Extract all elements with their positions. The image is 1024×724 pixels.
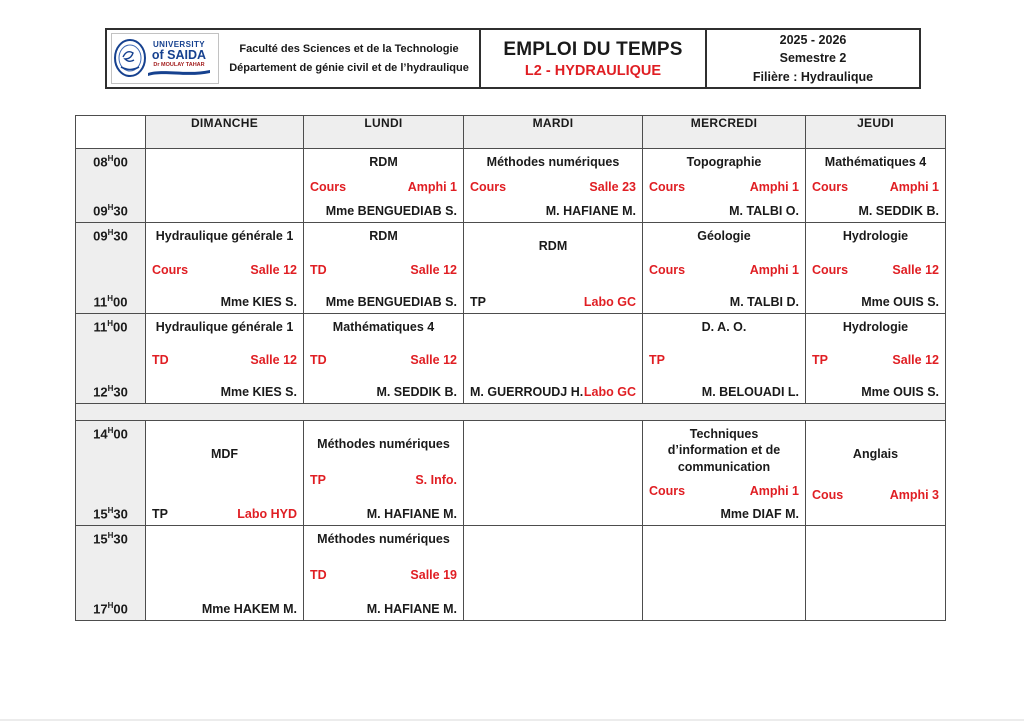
course-teacher: Mme KIES S. bbox=[220, 385, 297, 399]
course-type: Cous bbox=[812, 488, 844, 503]
faculty-name bbox=[219, 40, 479, 77]
year-header-box bbox=[707, 30, 919, 87]
course-type: TD bbox=[310, 353, 327, 368]
day-header-jeudi: JEUDI bbox=[806, 116, 946, 149]
time-start: $09^H30$ bbox=[93, 228, 128, 244]
time-end: $11^H00$ bbox=[93, 293, 128, 309]
course-cell-mercredi-1100 bbox=[643, 314, 806, 404]
course-room: Labo GC bbox=[583, 295, 636, 309]
course-cell-mardi-1400 bbox=[464, 421, 643, 526]
course-teacher: Mme OUIS S. bbox=[861, 385, 939, 399]
course-cell-jeudi-1530 bbox=[806, 526, 946, 621]
course-type: TD bbox=[310, 262, 327, 277]
class-level: L2 - HYDRAULIQUE bbox=[524, 62, 662, 79]
course-cell-jeudi-1400 bbox=[806, 421, 946, 526]
course-teacher: M. TALBI D. bbox=[729, 295, 799, 309]
course-room: Salle 12 bbox=[892, 353, 939, 368]
course-cell-lundi-0930 bbox=[304, 223, 464, 314]
course-cell-mardi-0930 bbox=[464, 223, 643, 314]
course-cell-jeudi-0800 bbox=[806, 149, 946, 223]
course-cell-lundi-1530 bbox=[304, 526, 464, 621]
time-slot-0800-0930 bbox=[76, 149, 146, 223]
document-header bbox=[105, 28, 921, 89]
course-type: TD bbox=[152, 353, 169, 368]
course-type: Cours bbox=[310, 180, 347, 195]
course-title: MDF bbox=[210, 447, 239, 461]
day-header-mercredi: MERCREDI bbox=[643, 116, 806, 149]
course-teacher: M. BELOUADI L. bbox=[701, 385, 799, 399]
faculty-line-2: Département de génie civil et de l’hydraulique bbox=[229, 61, 469, 74]
course-title: Géologie bbox=[697, 229, 751, 243]
document-title: EMPLOI DU TEMPS bbox=[503, 38, 683, 60]
course-teacher: M. GUERROUDJ H. bbox=[470, 385, 584, 399]
timetable-row bbox=[76, 421, 946, 526]
course-teacher: Mme DIAF M. bbox=[720, 507, 799, 521]
course-title: RDM bbox=[538, 239, 568, 253]
time-slot-1530-1700 bbox=[76, 526, 146, 621]
course-title: Méthodes numériques bbox=[317, 437, 450, 451]
course-cell-mercredi-0930 bbox=[643, 223, 806, 314]
time-end: $12^H30$ bbox=[93, 383, 128, 399]
time-end: $09^H30$ bbox=[93, 202, 128, 218]
time-end: $17^H00$ bbox=[93, 600, 128, 616]
lunch-break-band bbox=[76, 404, 946, 421]
course-room: Amphi 1 bbox=[749, 483, 799, 498]
course-type: Cours bbox=[649, 483, 686, 498]
course-cell-mercredi-1530 bbox=[643, 526, 806, 621]
course-room: Amphi 1 bbox=[889, 180, 939, 195]
course-room: Labo HYD bbox=[237, 507, 297, 521]
academic-year: 2025 - 2026 bbox=[779, 33, 847, 48]
course-title: Hydraulique générale 1 bbox=[155, 320, 294, 334]
time-slot-1400-1530 bbox=[76, 421, 146, 526]
course-cell-mardi-1100 bbox=[464, 314, 643, 404]
course-room: Amphi 3 bbox=[889, 488, 939, 503]
course-teacher: M. SEDDIK B. bbox=[376, 385, 457, 399]
course-cell-lundi-1400 bbox=[304, 421, 464, 526]
course-teacher: M. HAFIANE M. bbox=[366, 602, 457, 616]
semester: Semestre 2 bbox=[779, 51, 847, 66]
time-start: $15^H30$ bbox=[93, 531, 128, 547]
course-cell-jeudi-0930 bbox=[806, 223, 946, 314]
course-cell-dimanche-1400 bbox=[146, 421, 304, 526]
course-teacher: M. HAFIANE M. bbox=[366, 507, 457, 521]
day-header-mardi: MARDI bbox=[464, 116, 643, 149]
logo-line-dr-moulay-tahar: Dr MOULAY TAHAR bbox=[153, 61, 205, 68]
course-room: Salle 23 bbox=[589, 180, 636, 195]
course-type: Cours bbox=[152, 262, 189, 277]
course-type: TD bbox=[310, 567, 327, 582]
course-room: Salle 12 bbox=[250, 262, 297, 277]
timetable-row bbox=[76, 314, 946, 404]
course-title: Hydrologie bbox=[842, 320, 909, 334]
course-room: Amphi 1 bbox=[407, 180, 457, 195]
course-cell-dimanche-1530 bbox=[146, 526, 304, 621]
course-type: Cours bbox=[649, 180, 686, 195]
university-seal-icon bbox=[113, 37, 147, 81]
course-title: D. A. O. bbox=[701, 320, 747, 334]
day-header-row bbox=[76, 116, 946, 149]
timetable bbox=[75, 115, 946, 621]
course-room: Amphi 1 bbox=[749, 180, 799, 195]
course-title: RDM bbox=[369, 229, 398, 243]
course-teacher: Mme KIES S. bbox=[220, 295, 297, 309]
logo-swoosh-icon bbox=[148, 68, 210, 76]
course-type: Cours bbox=[812, 262, 849, 277]
course-title: Méthodes numériques bbox=[486, 155, 620, 169]
logo-line-university: UNIVERSITY bbox=[152, 40, 205, 49]
faculty-line-1: Faculté des Sciences et de la Technologie bbox=[239, 42, 459, 55]
course-title: Mathématiques 4 bbox=[824, 155, 927, 169]
course-room: Amphi 1 bbox=[749, 262, 799, 277]
course-cell-dimanche-0800 bbox=[146, 149, 304, 223]
course-type: Cours bbox=[812, 180, 849, 195]
course-type: TP bbox=[812, 353, 828, 368]
course-title: Anglais bbox=[852, 447, 899, 461]
course-type: TP bbox=[152, 507, 168, 521]
faculty-header-box bbox=[107, 30, 481, 87]
day-header-dimanche: DIMANCHE bbox=[146, 116, 304, 149]
course-room: Salle 19 bbox=[410, 567, 457, 582]
university-logo bbox=[111, 33, 219, 84]
course-title: RDM bbox=[369, 155, 398, 169]
logo-line-of-saida: of SAIDA bbox=[151, 48, 207, 62]
lunch-break-row bbox=[76, 404, 946, 421]
course-title: Techniques d’information et de communication bbox=[667, 427, 781, 474]
course-teacher: M. TALBI O. bbox=[729, 204, 799, 218]
course-room: Salle 12 bbox=[892, 262, 939, 277]
filiere: Filière : Hydraulique bbox=[752, 69, 874, 84]
course-cell-mercredi-0800 bbox=[643, 149, 806, 223]
course-type: Cours bbox=[649, 262, 686, 277]
time-end: $15^H30$ bbox=[93, 505, 128, 521]
course-cell-mercredi-1400 bbox=[643, 421, 806, 526]
day-header-lundi: LUNDI bbox=[304, 116, 464, 149]
university-logo-text bbox=[148, 41, 210, 76]
course-cell-dimanche-0930 bbox=[146, 223, 304, 314]
course-cell-mardi-0800 bbox=[464, 149, 643, 223]
course-type: TP bbox=[310, 472, 326, 487]
course-type: Cours bbox=[470, 180, 507, 195]
scan-artifact-line bbox=[0, 719, 1024, 721]
course-room: Labo GC bbox=[583, 385, 636, 399]
course-cell-lundi-1100 bbox=[304, 314, 464, 404]
course-cell-mardi-1530 bbox=[464, 526, 643, 621]
corner-spacer bbox=[76, 116, 146, 149]
course-teacher: M. SEDDIK B. bbox=[858, 204, 939, 218]
course-title: Méthodes numériques bbox=[317, 532, 450, 546]
course-teacher: M. HAFIANE M. bbox=[545, 204, 636, 218]
course-title: Hydraulique générale 1 bbox=[155, 229, 294, 243]
course-teacher: Mme BENGUEDIAB S. bbox=[325, 295, 457, 309]
time-start: $08^H00$ bbox=[93, 154, 128, 170]
course-cell-lundi-0800 bbox=[304, 149, 464, 223]
timetable-row bbox=[76, 526, 946, 621]
course-teacher: Mme OUIS S. bbox=[861, 295, 939, 309]
timetable-row bbox=[76, 149, 946, 223]
course-room: Salle 12 bbox=[250, 353, 297, 368]
course-type: TP bbox=[470, 295, 486, 309]
time-start: $11^H00$ bbox=[93, 319, 128, 335]
course-title: Mathématiques 4 bbox=[332, 320, 435, 334]
course-room: S. Info. bbox=[415, 472, 457, 487]
course-type: TP bbox=[649, 353, 665, 368]
course-title: Hydrologie bbox=[842, 229, 909, 243]
course-room: Salle 12 bbox=[410, 262, 457, 277]
time-start: $14^H00$ bbox=[93, 426, 128, 442]
course-teacher: Mme HAKEM M. bbox=[201, 602, 297, 616]
course-room: Salle 12 bbox=[410, 353, 457, 368]
course-title: Topographie bbox=[686, 155, 762, 169]
time-slot-1100-1230 bbox=[76, 314, 146, 404]
course-teacher: Mme BENGUEDIAB S. bbox=[325, 204, 457, 218]
timetable-row bbox=[76, 223, 946, 314]
course-cell-dimanche-1100 bbox=[146, 314, 304, 404]
title-header-box bbox=[481, 30, 707, 87]
time-slot-0930-1100 bbox=[76, 223, 146, 314]
course-cell-jeudi-1100 bbox=[806, 314, 946, 404]
